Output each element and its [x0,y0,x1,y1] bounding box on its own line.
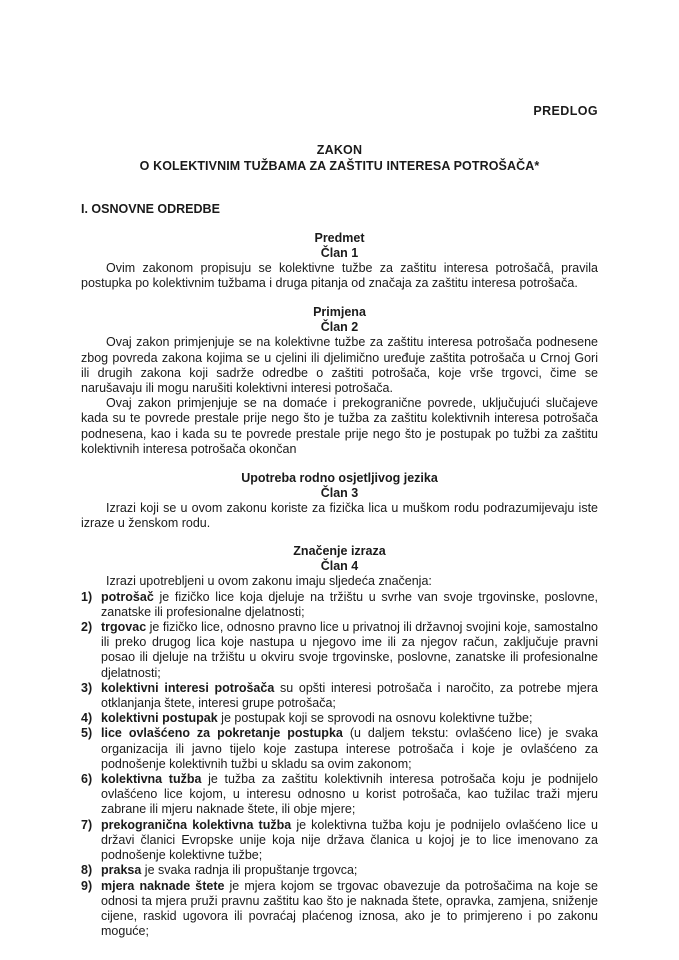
article-number-3: Član 3 [320,486,359,501]
definition-term: prekogranična kolektivna tužba [101,817,292,832]
document-title-line-2: O KOLEKTIVNIM TUŽBAMA ZA ZAŠTITU INTERESA POTROŠAČA* [139,158,540,173]
definition-term: trgovac [101,620,147,635]
article-number-2: Član 2 [320,320,359,335]
definition-term: kolektivni interesi potrošača [101,680,275,695]
article-heading-4 [81,544,598,574]
document-label: PREDLOG [533,104,598,118]
article-name-2: Primjena [313,305,366,320]
definition-text: (u daljem tekstu: ovlašćeno lice) je svaka organizacija ili javno tijelo koje zastupa interese potrošača i koje je ovlašćeno za podnošenje kolektivnih tužbi u skladu sa ovim zakonom; [101,726,598,771]
definition-text: je svaka radnja ili propuštanje trgovca; [141,863,358,878]
definition-item [81,681,598,711]
article-name-3: Upotreba rodno osjetljivog jezika [241,471,438,486]
definition-item [81,711,598,726]
definition-text: je fizičko lice, odnosno pravno lice u privatnoj ili državnoj svojini koje, samostalno ili preko drugog lica koje nastupa u njegovo ime ili za njegov račun, zaključuje pravni posao ili djeluje na tržištu u okviru svoje trgovinske, poslovne, zanatske ili profesionalne djelatnosti; [101,620,598,680]
article-name-4: Značenje izraza [293,544,386,559]
document-title-line-1: ZAKON [316,143,363,157]
definition-term: kolektivna tužba [101,772,202,787]
article-4-paragraph-1: Izrazi upotrebljeni u ovom zakonu imaju sljedeća značenja: [106,574,432,589]
article-3-paragraph-1: Izrazi koji se u ovom zakonu koriste za fizička lica u muškom rodu podrazumijevaju iste izraze u ženskom rodu. [81,501,598,531]
article-number-4: Član 4 [320,559,359,574]
article-heading-3 [81,471,598,501]
definition-item [81,590,598,620]
definition-number: 4) [81,711,93,726]
definition-item [81,726,598,772]
definition-term: mjera naknade štete [101,878,225,893]
definition-term: praksa [101,863,142,878]
definition-number: 2) [81,620,93,635]
definition-text: je kolektivna tužba koju je podnijelo ovlašćeno lice u državi članici Evropske unije koja nije država članica u kojoj je to lice imenovano za podnošenje kolektivne tužbe; [101,817,598,863]
definition-number: 6) [81,772,93,787]
definition-term: lice ovlašćeno za pokretanje postupka [101,726,343,741]
document-content [81,0,598,939]
article-heading-1 [81,231,598,261]
document-title [81,143,598,174]
definition-text: je mjera kojom se trgovac obavezuje da potrošačima na koje se odnosi ta mjera pruži pravnu zaštitu kao što je naknada štete, opravka, zamjena, sniženje cijene, raskid ugovora ili povraćaj plaćenog iznosa, ako je to primjereno i po zakonu moguće; [101,878,598,939]
definition-number: 9) [81,878,93,893]
article-1-paragraph-1: Ovim zakonom propisuju se kolektivne tužbe za zaštitu interesa potrošačâ, pravila postupka po kolektivnim tužbama i druga pitanja od značaja za zaštitu interesa potrošača. [81,261,598,291]
definition-text: je tužba za zaštitu kolektivnih interesa potrošača koju je podnijelo ovlašćeno lice kojom, u interesu odnosno u korist potrošača, kao tužilac traži mjeru zabrane ili mjeru naknade štete, ili obje mjere; [101,772,599,817]
definition-item [81,772,598,818]
definition-number: 7) [81,817,93,832]
article-heading-2 [81,305,598,335]
article-2-paragraph-1: Ovaj zakon primjenjuje se na kolektivne tužbe za zaštitu interesa potrošača podnesene zbog povreda zakona kojima se u cjelini ili djelimično uređuje zaštita potrošača u Crnoj Gori ili drugih zakona koji sadrže odredbe o zaštiti potrošača, koje vrše trgovci, čime se narušavaju ili mogu narušiti kolektivni interesi potrošača. [81,335,598,396]
definition-number: 5) [81,726,93,741]
definition-text: je postupak koji se sprovodi na osnovu kolektivne tužbe; [217,711,533,726]
definition-number: 1) [81,589,93,604]
definition-item [81,879,598,940]
article-2-paragraph-2: Ovaj zakon primjenjuje se na domaće i prekogranične povrede, uključujući slučajeve kada su te povrede prestale prije nego što je tužba za zaštitu kolektivnih interesa potrošača podnesena, kao i kada su te povrede prestale prije nego što je postupak po tužbi za zaštitu kolektivnih interesa potrošača okončan [81,396,598,456]
definition-text: su opšti interesi potrošača i naročito, za potrebe mjera otklanjanja štete, interesi grupe potrošača; [101,680,598,711]
definitions-list [81,590,598,940]
article-number-1: Član 1 [320,246,359,260]
definition-number: 3) [81,680,93,695]
article-name-1: Predmet [314,231,365,245]
definition-text: je fizičko lice koja djeluje na tržištu u svrhe van svoje trgovinske, poslovne, zanatske ili profesionalne djelatnosti; [101,589,598,619]
definition-item [81,620,598,681]
definition-term: kolektivni postupak [101,711,218,726]
definition-item [81,863,598,878]
section-heading-basic-provisions: I. OSNOVNE ODREDBE [81,202,220,216]
definition-item [81,818,598,864]
definition-term: potrošač [101,589,154,604]
definition-number: 8) [81,863,93,878]
